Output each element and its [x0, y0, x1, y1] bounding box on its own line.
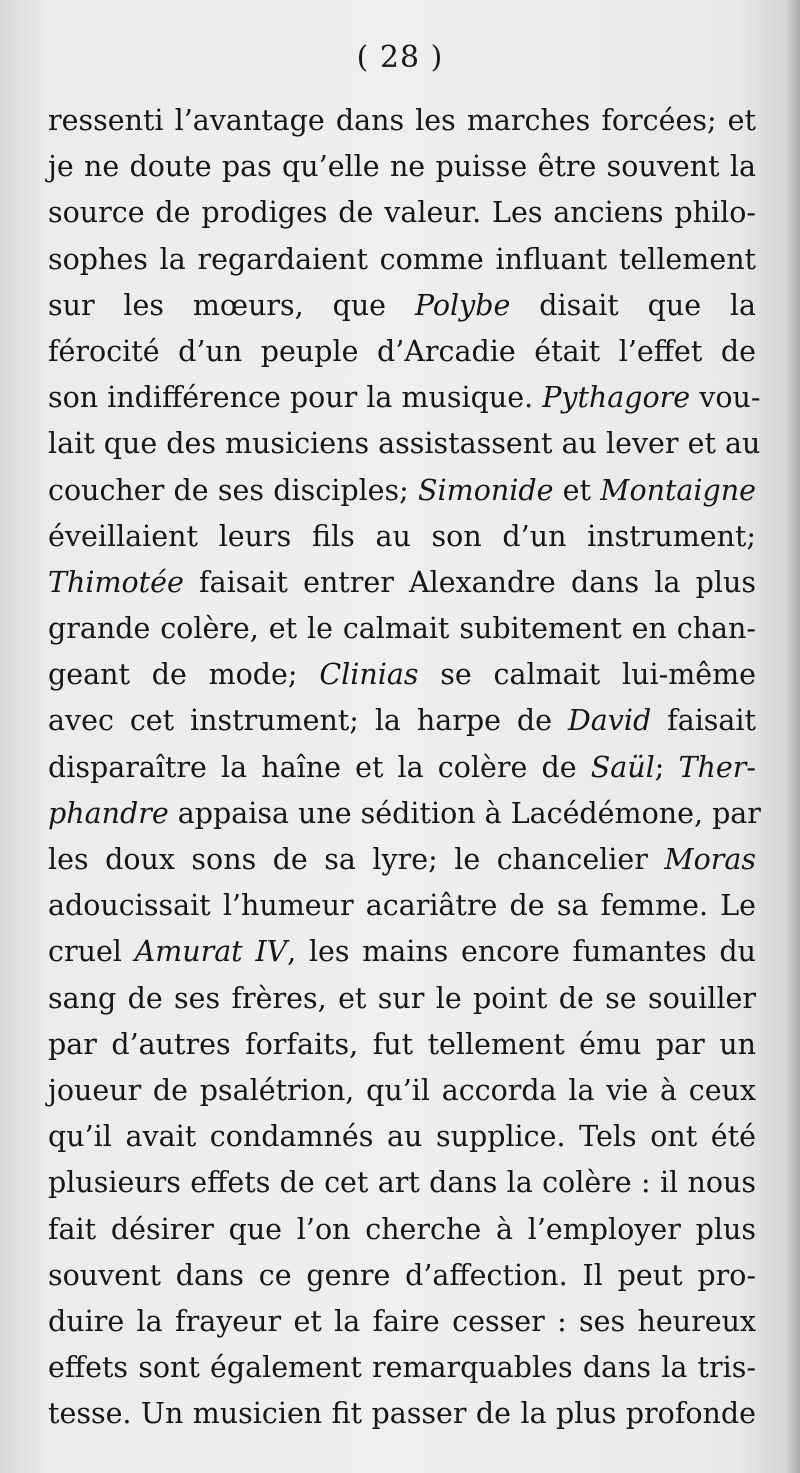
italic-name: Moras — [664, 843, 756, 876]
text-line — [48, 745, 756, 791]
body-text — [48, 98, 761, 1437]
text-segment: son indifférence pour la musique. — [48, 381, 543, 415]
text-segment: source de prodiges de valeur. Les anciens philo- — [48, 196, 756, 230]
text-line — [48, 329, 756, 375]
text-segment: par d’autres forfaits, fut tellement ému par un — [48, 1027, 756, 1061]
text-line — [48, 606, 756, 652]
text-line — [48, 421, 761, 467]
text-segment: éveillaient leurs fils au son d’un instrument; — [48, 519, 756, 553]
text-line — [48, 375, 761, 421]
text-line — [48, 1068, 756, 1114]
text-segment: sang de ses frères, et sur le point de se souiller — [48, 981, 756, 1015]
text-line — [48, 1207, 756, 1253]
text-segment: ressenti l’avantage dans les marches forcées; et — [48, 104, 756, 137]
text-line — [48, 468, 756, 514]
text-segment: cruel — [48, 935, 135, 969]
italic-name: Thimotée — [48, 565, 184, 599]
text-segment: faisait entrer Alexandre dans la plus — [183, 565, 756, 599]
text-segment: disait que la — [510, 288, 756, 322]
page-number: ( 28 ) — [356, 40, 444, 75]
page-edge-shadow — [786, 0, 800, 1473]
text-line — [48, 514, 756, 560]
text-segment: adoucissait l’humeur acariâtre de sa femme. Le — [48, 889, 756, 923]
text-line — [48, 976, 756, 1022]
text-line — [48, 791, 761, 837]
text-segment: sur les mœurs, que — [48, 288, 415, 322]
text-segment: ; — [654, 750, 679, 784]
text-segment: sophes la regardaient comme influant tellement — [48, 242, 756, 276]
italic-name: Clinias — [319, 658, 419, 692]
italic-name: David — [567, 704, 652, 738]
text-segment: faisait — [651, 704, 756, 738]
text-line — [48, 237, 756, 283]
text-line — [48, 190, 756, 236]
text-segment: effets sont également remarquables dans la tris- — [48, 1351, 756, 1385]
text-line — [48, 929, 756, 975]
italic-name: phandre — [48, 796, 169, 830]
text-segment: lait que des musiciens assistassent au lever et au — [48, 427, 761, 461]
text-segment: férocité d’un peuple d’Arcadie était l’effet de — [48, 334, 756, 368]
text-segment: plusieurs effets de cet art dans la colère : il nous — [48, 1166, 756, 1200]
text-segment: grande colère, et le calmait subitement en chan- — [48, 612, 756, 646]
italic-name: Ther- — [678, 750, 756, 784]
text-segment: duire la frayeur et la faire cesser : ses heureux — [48, 1304, 756, 1338]
text-segment: les doux sons de sa lyre; le chancelier — [48, 843, 665, 876]
text-line — [48, 1114, 756, 1160]
text-line — [48, 144, 756, 190]
italic-name: Simonide — [418, 473, 554, 507]
text-segment: se calmait lui-même — [418, 658, 756, 692]
text-line — [48, 283, 756, 329]
text-line — [48, 1160, 756, 1206]
text-segment: et — [553, 473, 601, 507]
text-line — [48, 652, 756, 698]
italic-name: Montaigne — [600, 473, 756, 507]
italic-name: Saül — [590, 750, 655, 784]
text-line — [48, 98, 756, 144]
text-segment: , les mains encore fumantes du — [287, 935, 757, 969]
text-segment: avec cet instrument; la harpe de — [48, 704, 568, 738]
text-segment: coucher de ses disciples; — [48, 473, 419, 507]
text-line — [48, 1022, 756, 1068]
text-segment: geant de mode; — [48, 658, 320, 692]
text-segment: joueur de psalétrion, qu’il accorda la vie à ceux — [48, 1073, 756, 1107]
text-line — [48, 698, 756, 744]
italic-name: Polybe — [414, 288, 511, 322]
text-segment: disparaître la haîne et la colère de — [48, 750, 591, 784]
text-line — [48, 1391, 756, 1437]
italic-name: Amurat IV — [134, 935, 288, 969]
text-line — [48, 883, 756, 929]
text-segment: je ne doute pas qu’elle ne puisse être souvent la — [48, 150, 756, 184]
text-segment: appaisa une sédition à Lacédémone, par — [168, 796, 761, 830]
text-line — [48, 1345, 756, 1391]
text-segment: qu’il avait condamnés au supplice. Tels ont été — [48, 1120, 756, 1154]
italic-name: Pythagore — [542, 381, 691, 415]
text-segment: fait désirer que l’on cherche à l’employer plus — [48, 1212, 756, 1246]
text-segment: vou- — [690, 381, 761, 415]
text-line — [48, 1253, 756, 1299]
text-segment: souvent dans ce genre d’affection. Il peut pro- — [48, 1258, 756, 1292]
text-line — [48, 1299, 756, 1345]
text-line — [48, 560, 756, 606]
text-line — [48, 837, 756, 883]
text-segment: tesse. Un musicien fit passer de la plus profonde — [48, 1397, 756, 1431]
